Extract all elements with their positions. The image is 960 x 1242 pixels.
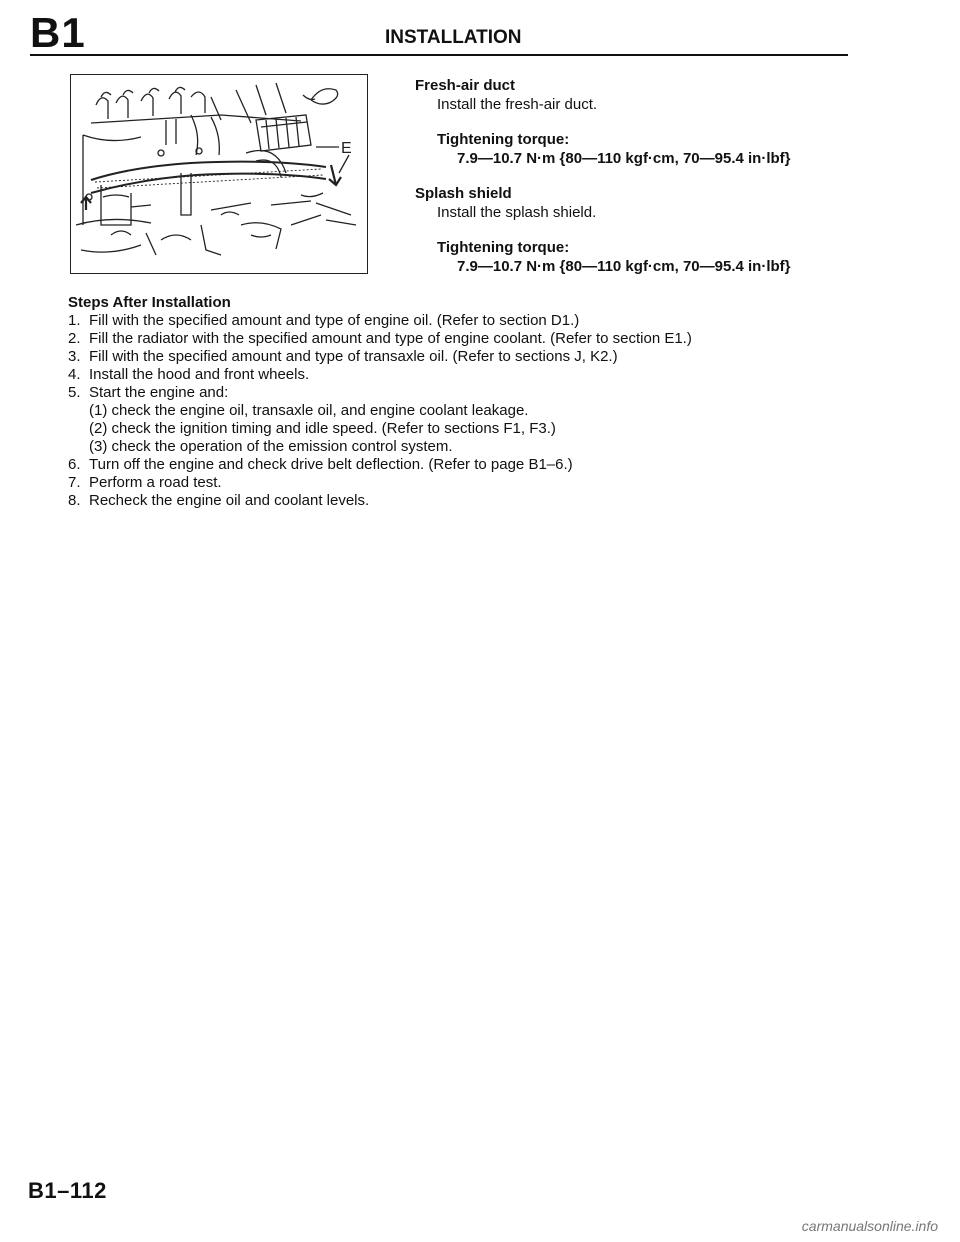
step-text: Recheck the engine oil and coolant levels. (89, 492, 370, 509)
steps-heading: Steps After Installation (68, 294, 231, 311)
list-item (68, 312, 868, 330)
steps-after-installation (68, 294, 868, 510)
installation-notes (415, 76, 855, 276)
list-item (68, 456, 868, 474)
splash-shield-instruction: Install the splash shield. (437, 204, 597, 221)
header-rule (30, 54, 848, 56)
watermark: carmanualsonline.info (801, 1218, 938, 1234)
substep-text: (3) check the operation of the emission control system. (89, 438, 453, 455)
substep-text: (1) check the engine oil, transaxle oil, and engine coolant leakage. (89, 402, 529, 419)
step-text: Fill with the specified amount and type of engine oil. (Refer to section D1.) (89, 312, 580, 329)
substep-text: (2) check the ignition timing and idle speed. (Refer to sections F1, F3.) (89, 420, 556, 437)
list-item (68, 366, 868, 384)
fresh-air-duct-heading: Fresh-air duct (415, 77, 516, 94)
engine-illustration (70, 74, 368, 274)
step-text: Fill with the specified amount and type of transaxle oil. (Refer to sections J, K2.) (89, 348, 618, 365)
step-number: 6. (68, 456, 81, 473)
step-text: Turn off the engine and check drive belt deflection. (Refer to page B1–6.) (89, 456, 573, 473)
list-item (68, 474, 868, 492)
step-text: Start the engine and: (89, 384, 229, 401)
step-number: 8. (68, 492, 81, 509)
fresh-air-torque-label: Tightening torque: (437, 131, 570, 148)
list-item (68, 384, 868, 402)
step-number: 5. (68, 384, 81, 401)
list-item (68, 348, 868, 366)
list-subitem (68, 420, 868, 438)
fresh-air-duct-instruction: Install the fresh-air duct. (437, 96, 598, 113)
step-number: 2. (68, 330, 81, 347)
figure-callout-e: E (341, 140, 352, 157)
page-title: INSTALLATION (385, 27, 522, 48)
step-number: 1. (68, 312, 81, 329)
step-text: Perform a road test. (89, 474, 222, 491)
list-item (68, 492, 868, 510)
splash-torque-value: 7.9—10.7 N·m {80—110 kgf·cm, 70—95.4 in·lbf} (457, 258, 791, 275)
list-subitem (68, 438, 868, 456)
list-subitem (68, 402, 868, 420)
step-number: 3. (68, 348, 81, 365)
step-text: Install the hood and front wheels. (89, 366, 310, 383)
page-number: B1–112 (28, 1178, 107, 1203)
list-item (68, 330, 868, 348)
step-number: 7. (68, 474, 81, 491)
splash-torque-label: Tightening torque: (437, 239, 570, 256)
step-number: 4. (68, 366, 81, 383)
splash-shield-heading: Splash shield (415, 185, 512, 202)
fresh-air-torque-value: 7.9—10.7 N·m {80—110 kgf·cm, 70—95.4 in·lbf} (457, 150, 791, 167)
step-text: Fill the radiator with the specified amount and type of engine coolant. (Refer to section E1.) (89, 330, 692, 347)
section-code: B1 (30, 9, 86, 56)
